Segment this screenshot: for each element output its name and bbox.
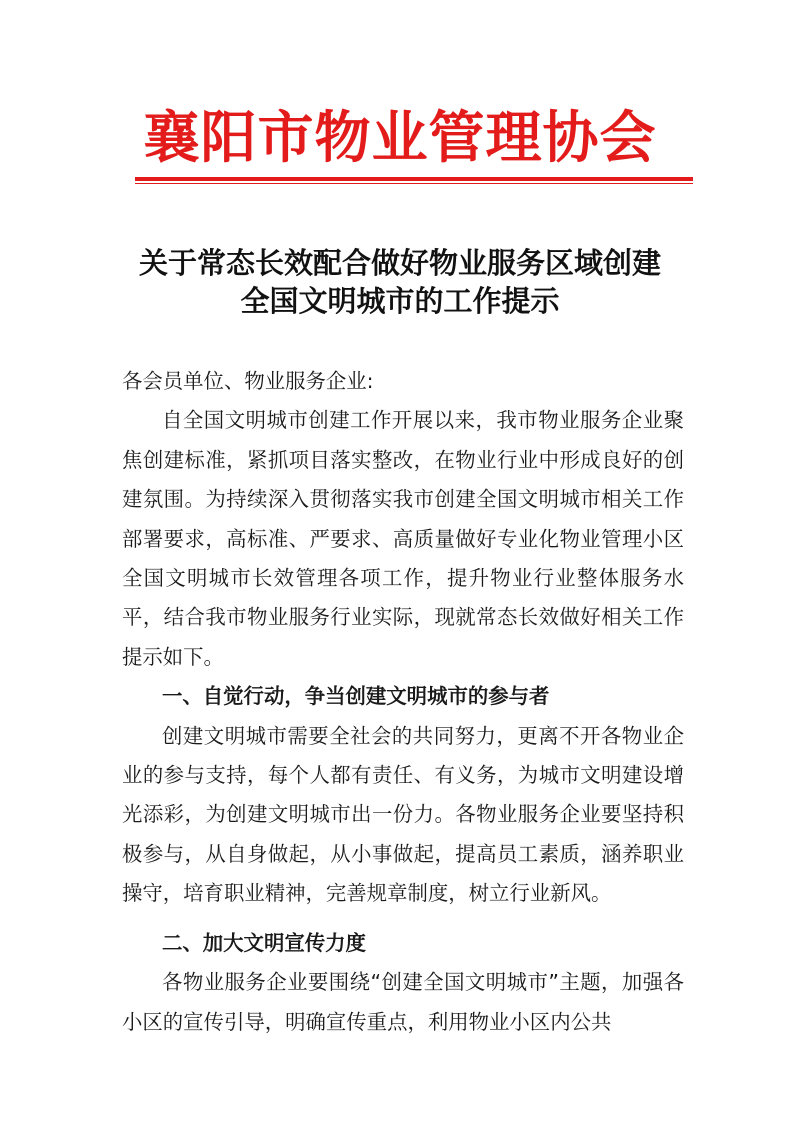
masthead-rule-thick bbox=[135, 177, 693, 181]
section-2-paragraph: 各物业服务企业要围绕“创建全国文明城市”主题，加强各小区的宣传引导，明确宣传重点，利用物业小区内公共 bbox=[122, 970, 684, 1034]
document-body bbox=[122, 362, 684, 1042]
section-2-heading: 二、加大文明宣传力度 bbox=[162, 930, 366, 955]
section-1-heading: 一、自觉行动，争当创建文明城市的参与者 bbox=[162, 684, 550, 709]
masthead-org-name: 襄阳市物业管理协会 bbox=[143, 105, 657, 171]
document-title-line-1: 关于常态长效配合做好物业服务区域创建 bbox=[138, 246, 661, 280]
document-title-line-2: 全国文明城市的工作提示 bbox=[240, 284, 560, 318]
document-title bbox=[100, 244, 700, 320]
intro-paragraph: 自全国文明城市创建工作开展以来，我市物业服务企业聚焦创建标准，紧抓项目落实整改，在物业行业中形成良好的创建氛围。为持续深入贯彻落实我市创建全国文明城市相关工作部署要求，高标准、严要求、高质量做好专业化物业管理小区全国文明城市长效管理各项工作，提升物业行业整体服务水平，结合我市物业服务行业实际，现就常态长效做好相关工作提示如下。 bbox=[122, 408, 684, 669]
section-1-paragraph: 创建文明城市需要全社会的共同努力，更离不开各物业企业的参与支持，每个人都有责任、有义务，为城市文明建设增光添彩，为创建文明城市出一份力。各物业服务企业要坚持积极参与，从自身做起，从小事做起，提高员工素质，涵养职业操守，培育职业精神，完善规章制度，树立行业新风。 bbox=[122, 723, 684, 906]
salutation: 各会员单位、物业服务企业: bbox=[122, 369, 374, 393]
masthead-rule-thin bbox=[135, 183, 693, 184]
